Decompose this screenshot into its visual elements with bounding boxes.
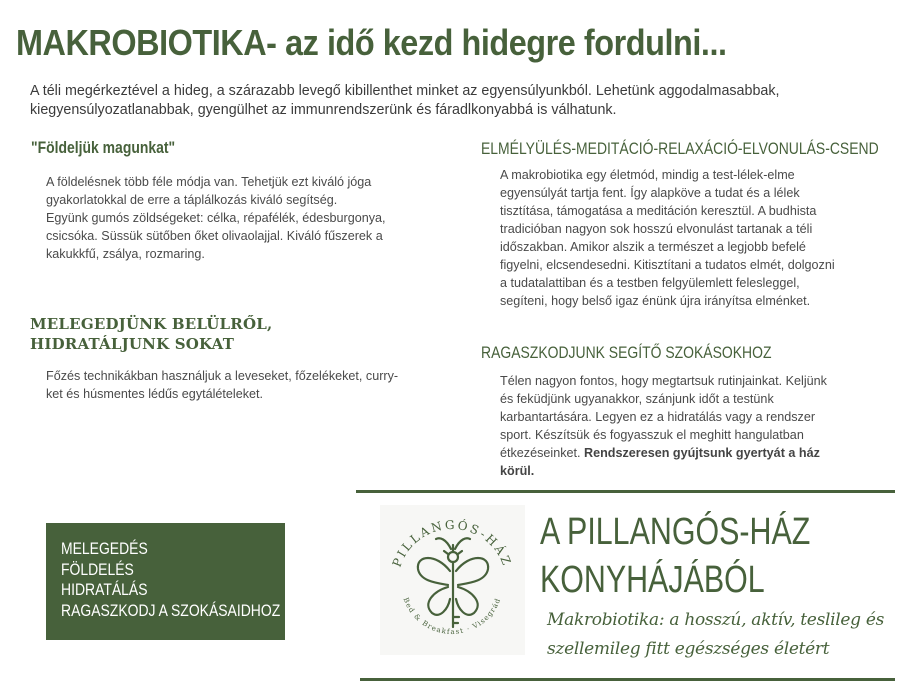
grounding-paragraph-2: Együnk gumós zöldségeket: célka, répafélék, édesburgonya, csicsóka. Süssük sütőben őket olivaolajjal. Kiváló fűszerek a kakukkfű, zsálya, rozmaring.: [46, 211, 386, 261]
bottom-divider: [360, 678, 895, 681]
top-divider: [356, 490, 895, 493]
grounding-paragraph-1: A földelésnek több féle módja van. Tehetjük ezt kiváló jóga gyakorlatokkal de erre a táplálkozás kiváló segítség.: [46, 175, 372, 207]
habits-heading: RAGASZKODJUNK SEGÍTŐ SZOKÁSOKHOZ: [481, 343, 772, 362]
warming-heading-line-1: MELEGEDJÜNK BELÜLRŐL,: [30, 315, 273, 333]
page-title: MAKROBIOTIKA- az idő kezd hidegre fordulni...: [16, 22, 727, 63]
summary-item: RAGASZKODJ A SZOKÁSAIDHOZ: [61, 600, 281, 620]
summary-item: HIDRATÁLÁS: [61, 580, 148, 599]
meditation-heading: ELMÉLYÜLÉS-MEDITÁCIÓ-RELAXÁCIÓ-ELVONULÁS-CSEND: [481, 139, 879, 158]
habits-text: [500, 372, 840, 480]
warming-heading: [30, 314, 272, 354]
grounding-heading: "Földeljük magunkat": [31, 138, 176, 157]
pillangos-haz-logo: [380, 505, 525, 655]
warming-text: Főzés technikákban használjuk a leveseket, főzelékeket, curry-ket és húsmentes lédűs egytálételeket.: [46, 369, 399, 401]
summary-item: MELEGEDÉS: [61, 539, 148, 558]
brand-title: [540, 508, 810, 604]
butterfly-key-logo-icon: [380, 505, 525, 655]
habits-paragraph: Télen nagyon fontos, hogy megtartsuk rutinjainkat. Keljünk és feküdjünk ugyanakkor, szánjunk időt a testünk karbantartására. Legyen ez a hidratálás vagy a rendszer sport. Készítsük és fogyasszuk el meghitt hangulatban étkezéseinket.: [500, 374, 827, 460]
summary-box: [46, 523, 285, 640]
summary-item: FÖLDELÉS: [61, 559, 134, 579]
brand-title-line-2: KONYHÁJÁBÓL: [540, 559, 765, 601]
intro-paragraph: A téli megérkeztével a hideg, a szárazabb levegő kibillenthet minket az egyensúlyunkból. Lehetünk aggodalmasabbak, kiegyensúlyozatlanabbak, gyengülhet az immunrendszerünk és fáradlkonyabbá is válhatunk.: [30, 83, 780, 118]
logo-arc-text: PILLANGÓS-HÁZ: [389, 517, 515, 569]
brand-title-line-1: A PILLANGÓS-HÁZ: [540, 511, 811, 553]
logo-bottom-text: Bed & Breakfast · Visegrád: [401, 596, 503, 636]
meditation-text: A makrobiotika egy életmód, mindig a test-lélek-elme egyensúlyát tartja fent. Így alapköve a tudat és a lélek tisztítása, támogatása a meditáción keresztül. A budhista tradicióban nagyon sok hosszú elvonulást tartanak a téli időszakban. Amikor alszik a természet a legjobb befelé figyelni, elcsendesedni. Kitisztítani a tudatos elmét, dolgozni a tudatalattiban és a testben felgyülemlett felesleggel, segíteni, hogy belső igaz énünk újra irányítsa elménket.: [500, 168, 835, 308]
grounding-text: [46, 173, 391, 263]
habits-bold-note: Rendszeresen gyújtsunk gyertyát a ház körül.: [500, 446, 820, 478]
brand-tagline: Makrobiotika: a hosszú, aktív, teslileg és szellemileg fitt egészséges életért: [547, 610, 885, 659]
warming-heading-line-2: HIDRATÁLJUNK SOKAT: [30, 335, 235, 353]
